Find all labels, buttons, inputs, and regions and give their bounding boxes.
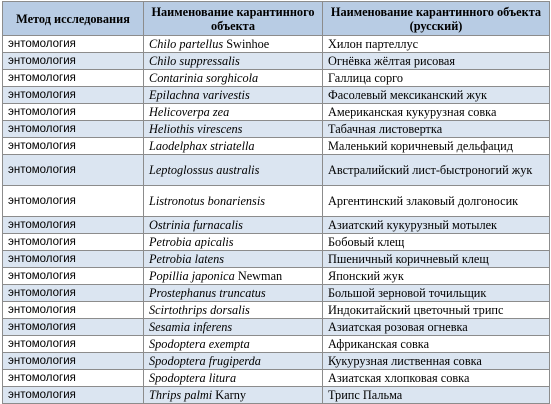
cell-method: энтомология bbox=[3, 336, 144, 353]
header-row bbox=[3, 2, 550, 36]
cell-russian-name: Галлица сорго bbox=[323, 70, 550, 87]
quarantine-objects-table bbox=[2, 1, 550, 404]
table-row bbox=[3, 53, 550, 70]
cell-method: энтомология bbox=[3, 87, 144, 104]
cell-method: энтомология bbox=[3, 285, 144, 302]
table-row bbox=[3, 387, 550, 404]
table-row bbox=[3, 138, 550, 155]
species-name: Scirtothrips dorsalis bbox=[149, 303, 250, 317]
species-name: Thrips palmi bbox=[149, 388, 213, 402]
cell-russian-name: Аргентинский злаковый долгоносик bbox=[323, 186, 550, 217]
species-name: Chilo partellus bbox=[149, 37, 224, 51]
table-body bbox=[3, 36, 550, 404]
cell-russian-name: Азиатская хлопковая совка bbox=[323, 370, 550, 387]
species-name: Petrobia latens bbox=[149, 252, 225, 266]
cell-russian-name: Американская кукурузная совка bbox=[323, 104, 550, 121]
cell-russian-name: Табачная листовертка bbox=[323, 121, 550, 138]
species-name: Prostephanus truncatus bbox=[149, 286, 266, 300]
species-author: Karny bbox=[215, 388, 247, 402]
table-row bbox=[3, 104, 550, 121]
cell-russian-name: Маленький коричневый дельфацид bbox=[323, 138, 550, 155]
cell-russian-name: Пшеничный коричневый клещ bbox=[323, 251, 550, 268]
cell-latin-name bbox=[144, 370, 323, 387]
species-name: Petrobia apicalis bbox=[149, 235, 234, 249]
species-name: Listronotus bonariensis bbox=[149, 194, 266, 208]
species-name: Spodoptera frugiperda bbox=[149, 354, 261, 368]
header-method: Метод исследования bbox=[3, 2, 144, 36]
cell-method: энтомология bbox=[3, 138, 144, 155]
cell-latin-name bbox=[144, 121, 323, 138]
species-name: Laodelphax striatella bbox=[149, 139, 255, 153]
cell-method: энтомология bbox=[3, 186, 144, 217]
cell-method: энтомология bbox=[3, 155, 144, 186]
cell-method: энтомология bbox=[3, 234, 144, 251]
species-name: Helicoverpa zea bbox=[149, 105, 230, 119]
header-object-name-russian: Наименование карантинного объекта (русский) bbox=[323, 2, 550, 36]
table-row bbox=[3, 285, 550, 302]
table-row bbox=[3, 36, 550, 53]
table-row bbox=[3, 353, 550, 370]
cell-russian-name: Большой зерновой точильщик bbox=[323, 285, 550, 302]
cell-latin-name bbox=[144, 87, 323, 104]
cell-russian-name: Бобовый клещ bbox=[323, 234, 550, 251]
table-header bbox=[3, 2, 550, 36]
cell-latin-name bbox=[144, 251, 323, 268]
cell-russian-name: Австралийский лист-быстроногий жук bbox=[323, 155, 550, 186]
cell-russian-name: Азиатская розовая огневка bbox=[323, 319, 550, 336]
table-row bbox=[3, 268, 550, 285]
species-name: Popillia japonica bbox=[149, 269, 235, 283]
species-name: Spodoptera exempta bbox=[149, 337, 250, 351]
table-row bbox=[3, 70, 550, 87]
cell-latin-name bbox=[144, 319, 323, 336]
species-name: Heliothis virescens bbox=[149, 122, 243, 136]
header-object-name: Наименование карантинного объекта bbox=[144, 2, 323, 36]
cell-russian-name: Хилон партеллус bbox=[323, 36, 550, 53]
table-row bbox=[3, 302, 550, 319]
cell-russian-name: Фасолевый мексиканский жук bbox=[323, 87, 550, 104]
cell-latin-name bbox=[144, 70, 323, 87]
cell-latin-name bbox=[144, 302, 323, 319]
species-name: Sesamia inferens bbox=[149, 320, 233, 334]
cell-russian-name: Японский жук bbox=[323, 268, 550, 285]
table-row bbox=[3, 121, 550, 138]
cell-method: энтомология bbox=[3, 353, 144, 370]
cell-latin-name bbox=[144, 155, 323, 186]
table-row bbox=[3, 87, 550, 104]
cell-method: энтомология bbox=[3, 370, 144, 387]
cell-russian-name: Трипс Пальма bbox=[323, 387, 550, 404]
cell-russian-name: Азиатский кукурузный мотылек bbox=[323, 217, 550, 234]
species-author: Swinhoe bbox=[226, 37, 270, 51]
cell-latin-name bbox=[144, 285, 323, 302]
cell-latin-name bbox=[144, 138, 323, 155]
species-name: Leptoglossus australis bbox=[149, 163, 260, 177]
table-row bbox=[3, 234, 550, 251]
cell-method: энтомология bbox=[3, 70, 144, 87]
cell-method: энтомология bbox=[3, 53, 144, 70]
cell-latin-name bbox=[144, 336, 323, 353]
cell-latin-name bbox=[144, 104, 323, 121]
cell-russian-name: Огнёвка жёлтая рисовая bbox=[323, 53, 550, 70]
cell-latin-name bbox=[144, 353, 323, 370]
species-author: Newman bbox=[237, 269, 283, 283]
cell-latin-name bbox=[144, 53, 323, 70]
species-name: Epilachna varivestis bbox=[149, 88, 250, 102]
species-name: Chilo suppressalis bbox=[149, 54, 240, 68]
table-row bbox=[3, 155, 550, 186]
cell-method: энтомология bbox=[3, 319, 144, 336]
cell-latin-name bbox=[144, 186, 323, 217]
cell-latin-name bbox=[144, 268, 323, 285]
cell-method: энтомология bbox=[3, 104, 144, 121]
species-name: Contarinia sorghicola bbox=[149, 71, 259, 85]
table-row bbox=[3, 370, 550, 387]
table-row bbox=[3, 186, 550, 217]
cell-method: энтомология bbox=[3, 121, 144, 138]
cell-method: энтомология bbox=[3, 387, 144, 404]
cell-russian-name: Африканская совка bbox=[323, 336, 550, 353]
species-name: Ostrinia furnacalis bbox=[149, 218, 243, 232]
cell-russian-name: Индокитайский цветочный трипс bbox=[323, 302, 550, 319]
species-name: Spodoptera litura bbox=[149, 371, 237, 385]
table-row bbox=[3, 217, 550, 234]
cell-latin-name bbox=[144, 234, 323, 251]
cell-latin-name bbox=[144, 387, 323, 404]
cell-latin-name bbox=[144, 217, 323, 234]
cell-method: энтомология bbox=[3, 268, 144, 285]
table-row bbox=[3, 319, 550, 336]
table-row bbox=[3, 251, 550, 268]
cell-latin-name bbox=[144, 36, 323, 53]
cell-method: энтомология bbox=[3, 36, 144, 53]
cell-method: энтомология bbox=[3, 251, 144, 268]
cell-method: энтомология bbox=[3, 302, 144, 319]
cell-russian-name: Кукурузная лиственная совка bbox=[323, 353, 550, 370]
table-row bbox=[3, 336, 550, 353]
cell-method: энтомология bbox=[3, 217, 144, 234]
